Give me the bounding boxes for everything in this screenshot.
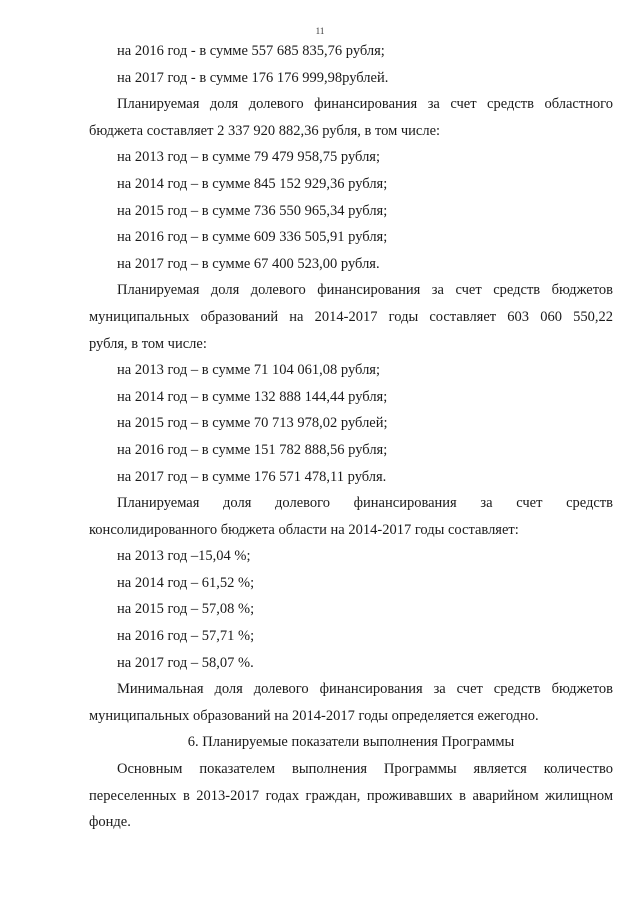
funding-line-2016: на 2016 год - в сумме 557 685 835,76 рубля; [117, 43, 385, 59]
municipal-intro-line3: рубля, в том числе: [89, 335, 207, 352]
municipal-item-2013: на 2013 год – в сумме 71 104 061,08 рубля; [117, 362, 380, 379]
municipal-intro-line1: Планируемая доля долевого финансирования за счет средств бюджетов [117, 282, 613, 299]
oblast-item-2013: на 2013 год – в сумме 79 479 958,75 рубля; [117, 149, 380, 166]
oblast-intro-line2: бюджета составляет 2 337 920 882,36 рубля, в том числе: [89, 122, 441, 139]
consolidated-item-2013: на 2013 год –15,04 %; [117, 548, 251, 565]
municipal-item-2016: на 2016 год – в сумме 151 782 888,56 рубля; [117, 441, 388, 458]
oblast-intro-line1: Планируемая доля долевого финансирования за счет средств областного [117, 96, 613, 113]
municipal-item-2014: на 2014 год – в сумме 132 888 144,44 рубля; [117, 388, 388, 405]
oblast-item-2015: на 2015 год – в сумме 736 550 965,34 рубля; [117, 202, 388, 219]
oblast-item-2017: на 2017 год – в сумме 67 400 523,00 рубля. [117, 255, 380, 272]
oblast-item-2016: на 2016 год – в сумме 609 336 505,91 рубля; [117, 229, 388, 246]
municipal-intro-line2: муниципальных образований на 2014-2017 годы составляет 603 060 550,22 [89, 308, 613, 325]
consolidated-intro-line1: Планируемая доля долевого финансирования за счет средств [117, 495, 613, 512]
consolidated-item-2016: на 2016 год – 57,71 %; [117, 628, 255, 645]
section-heading: 6. Планируемые показатели выполнения Программы [187, 734, 515, 751]
section-text-line2: переселенных в 2013-2017 годах граждан, проживавших в аварийном жилищном [89, 787, 613, 804]
minimum-share-line1: Минимальная доля долевого финансирования за счет средств бюджетов [117, 681, 613, 698]
municipal-item-2017: на 2017 год – в сумме 176 571 478,11 рубля. [117, 468, 387, 485]
consolidated-item-2017: на 2017 год – 58,07 %. [117, 654, 254, 671]
document-body [89, 38, 613, 836]
municipal-item-2015: на 2015 год – в сумме 70 713 978,02 рублей; [117, 415, 388, 432]
consolidated-intro-line2: консолидированного бюджета области на 2014-2017 годы составляет: [89, 521, 519, 538]
funding-line-2017: на 2017 год - в сумме 176 176 999,98рублей. [117, 69, 389, 86]
consolidated-item-2015: на 2015 год – 57,08 %; [117, 601, 255, 618]
consolidated-item-2014: на 2014 год – 61,52 %; [117, 574, 255, 591]
minimum-share-line2: муниципальных образований на 2014-2017 годы определяется ежегодно. [89, 707, 539, 724]
section-text-line3: фонде. [89, 814, 131, 831]
oblast-item-2014: на 2014 год – в сумме 845 152 929,36 рубля; [117, 175, 388, 192]
page-number: 11 [315, 26, 325, 36]
section-text-line1: Основным показателем выполнения Программы является количество [117, 761, 613, 778]
